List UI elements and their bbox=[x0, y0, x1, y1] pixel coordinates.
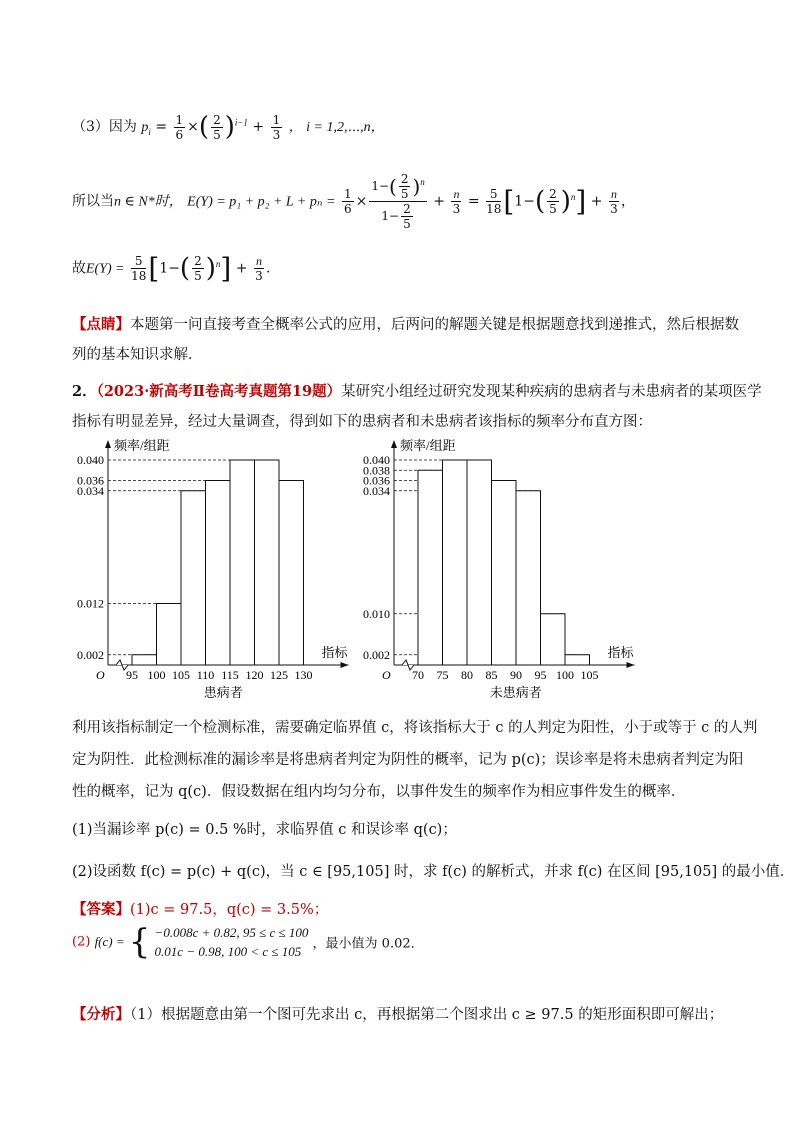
x-tick-0-0: 95 bbox=[126, 668, 138, 682]
geometric-frac: 1−( $\frac{2}{5}$ )$^n$ 1− $\frac{2}{5}$ bbox=[371, 172, 425, 231]
frac-5-18: $\frac{5}{18}$ bbox=[486, 187, 502, 216]
bar-0-1 bbox=[157, 604, 182, 666]
x-tick-1-0: 70 bbox=[412, 668, 424, 682]
bar-1-4 bbox=[516, 491, 541, 665]
y-tick-1-5: 0.002 bbox=[363, 647, 390, 662]
exponent: i−1 bbox=[234, 117, 248, 128]
origin-1: O bbox=[382, 668, 391, 682]
part3-line1: （3）因为 $p_i$ = $\frac{1}{6}$ ×( $\frac{2}{5}$ )$^{i-1}$ + $\frac{1}{3}$ ， i = 1,2,⋯,n， bbox=[72, 112, 385, 142]
comment-text1: 本题第一问直接考查全概率公式的应用，后两问的解题关键是根据题意找到递推式，然后根据数 bbox=[130, 317, 739, 333]
y-arrow-0 bbox=[105, 440, 111, 448]
bar-1-1 bbox=[443, 460, 468, 665]
answer-1: (1)c = 97.5，q(c) = 3.5%； bbox=[130, 902, 329, 918]
x-tick-1-2: 80 bbox=[461, 668, 473, 682]
answer-tag: 【答案】 bbox=[72, 901, 130, 918]
y-tick-0-0: 0.040 bbox=[77, 453, 104, 467]
bar-1-5 bbox=[541, 614, 566, 665]
bar-0-3 bbox=[206, 481, 231, 666]
frac-2-5: $\frac{2}{5}$ bbox=[213, 112, 221, 142]
problem-number: 2． bbox=[72, 383, 97, 400]
origin-0: O bbox=[96, 668, 105, 682]
x-tick-1-7: 105 bbox=[580, 668, 599, 682]
part3-intro: （3）因为 bbox=[72, 119, 137, 135]
question-1: (1)当漏诊率 p(c) = 0.5 %时，求临界值 c 和误诊率 q(c)； bbox=[72, 822, 457, 838]
problem-text2: 指标有明显差异，经过大量调查，得到如下的患病者和未患病者该指标的频率分布直方图： bbox=[72, 414, 652, 430]
x-tick-1-5: 95 bbox=[534, 668, 547, 682]
comment-text2: 列的基本知识求解． bbox=[72, 347, 203, 363]
bar-0-2 bbox=[181, 491, 206, 665]
therefore: 故 bbox=[72, 260, 86, 277]
piecewise-cases: −0.008c + 0.82, 95 ≤ c ≤ 100 0.01c − 0.98, 100 < c ≤ 105 bbox=[154, 925, 309, 959]
y-tick-1-2: 0.036 bbox=[363, 473, 390, 488]
answer-line1 bbox=[72, 898, 328, 919]
p-i: $p_i$ bbox=[141, 120, 151, 137]
condition: n ∈ N*时， bbox=[114, 194, 183, 210]
y-tick-0-2: 0.034 bbox=[77, 483, 104, 498]
question-2: (2)设函数 f(c) = p(c) + q(c)，当 c ∈ [95,105] 时，求 f(c) 的解析式，并求 f(c) 在区间 [95,105] 的最小值． bbox=[72, 864, 794, 880]
x-label-1: 指标 bbox=[607, 645, 634, 660]
para-line3: 性的概率，记为 q(c)．假设数据在组内均匀分布，以事件发生的频率作为相应事件发生的概率． bbox=[72, 784, 686, 800]
bar-1-6 bbox=[565, 655, 590, 665]
x-tick-1-6: 100 bbox=[556, 668, 574, 682]
chart-title-1: 未患病者 bbox=[489, 685, 542, 700]
y-tick-1-0: 0.040 bbox=[363, 453, 390, 467]
final-expectation: E(Y) = bbox=[86, 261, 125, 277]
x-tick-1-4: 90 bbox=[510, 668, 522, 682]
x-tick-0-5: 120 bbox=[245, 668, 264, 682]
bar-1-0 bbox=[418, 470, 443, 665]
y-arrow-1 bbox=[391, 440, 397, 448]
min-value: ，最小值为 0.02． bbox=[312, 936, 424, 952]
y-tick-0-3: 0.012 bbox=[77, 596, 104, 611]
bar-0-4 bbox=[230, 460, 255, 665]
y-tick-1-3: 0.034 bbox=[363, 483, 390, 498]
x-tick-1-3: 85 bbox=[485, 668, 498, 682]
frac-1-6: $\frac{1}{6}$ bbox=[175, 112, 184, 142]
answer-line2: (2) f(c) = { −0.008c + 0.82, 95 ≤ c ≤ 100 0.01c − 0.98, 100 < c ≤ 105 ，最小值为 0.02． bbox=[72, 922, 424, 962]
x-arrow-0 bbox=[341, 662, 349, 668]
y-tick-0-1: 0.036 bbox=[77, 473, 104, 488]
so-when: 所以当 bbox=[72, 193, 114, 210]
problem2-line2 bbox=[72, 410, 652, 431]
x-tick-0-6: 125 bbox=[270, 668, 288, 682]
bar-1-3 bbox=[492, 481, 517, 666]
histogram-figure bbox=[60, 432, 740, 712]
y-tick-1-1: 0.038 bbox=[363, 463, 390, 478]
comment-line2 bbox=[72, 343, 203, 364]
part3-line2: 所以当n ∈ N*时， E(Y) = p₁ + p₂ + L + pₙ = $\frac{1}{6}$ × 1−( $\frac{2}{5}$ )$^n$ 1− $\frac{2}{5}$ + $\frac{n}{3}$ = $\frac{5}{18}$ [1−( $\frac{2}{5}$ )$^n$] + $\frac{n}{3}$ ， bbox=[72, 172, 635, 231]
y-tick-0-4: 0.002 bbox=[77, 647, 104, 662]
expectation-sum: E(Y) = p₁ + p₂ + L + pₙ = bbox=[187, 194, 336, 210]
y-tick-1-4: 0.010 bbox=[363, 606, 390, 621]
comment-line1 bbox=[72, 313, 739, 334]
comment-tag: 【点睛】 bbox=[72, 316, 130, 333]
x-label-0: 指标 bbox=[321, 645, 348, 660]
bar-1-2 bbox=[467, 460, 492, 665]
problem2-line1 bbox=[72, 380, 762, 401]
eq-sign: = bbox=[150, 119, 172, 135]
para-line2: 定为阴性．此检测标准的漏诊率是将患病者判定为阴性的概率，记为 p(c)；误诊率是将未患病者判定为阳 bbox=[72, 752, 744, 768]
frac-1-6b: $\frac{1}{6}$ bbox=[343, 187, 352, 216]
analysis-tag: 【分析】 bbox=[72, 1006, 130, 1023]
index-range: ， i = 1,2,⋯,n， bbox=[288, 120, 385, 135]
x-tick-1-1: 75 bbox=[436, 668, 449, 682]
x-tick-0-1: 100 bbox=[147, 668, 166, 682]
x-tick-0-4: 115 bbox=[221, 668, 239, 682]
plus-sign: + bbox=[247, 119, 269, 135]
bar-0-6 bbox=[279, 481, 304, 666]
f-of-c: f(c) = bbox=[94, 934, 125, 949]
frac-n-3: $\frac{n}{3}$ bbox=[452, 187, 461, 216]
chart-title-0: 患病者 bbox=[203, 685, 243, 700]
problem-text1: 某研究小组经过研究发现某种疾病的患病者与未患病者的某项医学 bbox=[341, 384, 762, 400]
bar-0-5 bbox=[255, 460, 280, 665]
y-label-0: 频率/组距 bbox=[114, 438, 170, 453]
x-tick-0-7: 130 bbox=[294, 668, 313, 682]
x-arrow-1 bbox=[627, 662, 635, 668]
times-sign: × bbox=[187, 119, 199, 135]
para-line1: 利用该指标制定一个检测标准，需要确定临界值 c，将该指标大于 c 的人判定为阳性，小于或等于 c 的人判 bbox=[72, 720, 758, 736]
part3-line3: 故E(Y) = $\frac{5}{18}$ [1−( $\frac{2}{5}$ )$^n$] + $\frac{n}{3}$ . bbox=[72, 252, 271, 285]
analysis-line bbox=[72, 1003, 723, 1024]
problem-source: （2023·新高考Ⅱ卷高考真题第19题） bbox=[96, 383, 342, 400]
bar-0-0 bbox=[132, 655, 157, 665]
frac-1-3: $\frac{1}{3}$ bbox=[272, 112, 281, 142]
x-tick-0-2: 105 bbox=[172, 668, 190, 682]
y-label-1: 频率/组距 bbox=[400, 438, 456, 453]
analysis-text: （1）根据题意由第一个图可先求出 c，再根据第二个图求出 c ≥ 97.5 的矩形面积即可解出； bbox=[130, 1007, 724, 1023]
x-tick-0-3: 110 bbox=[196, 668, 215, 682]
